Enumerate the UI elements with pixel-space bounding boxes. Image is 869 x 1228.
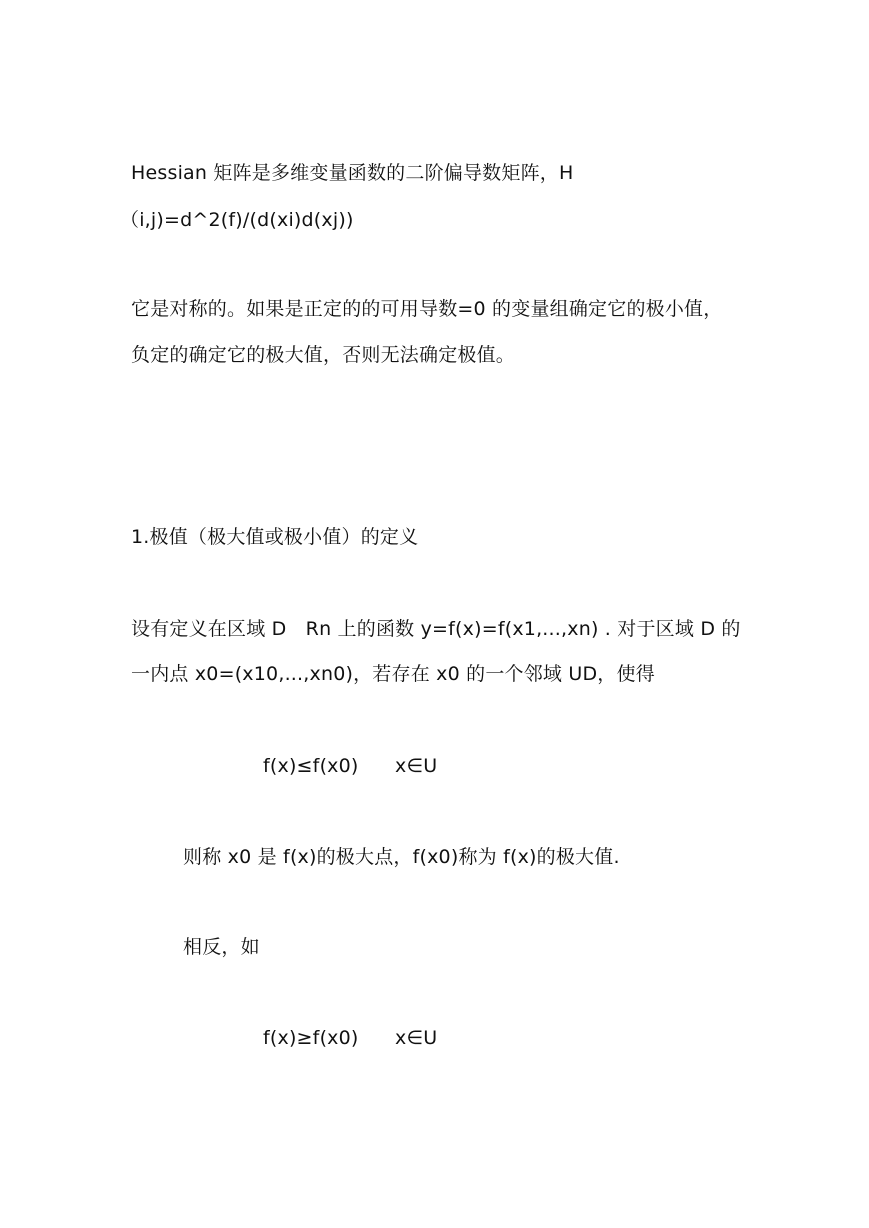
formula-maximum-condition: f(x)≤f(x0) xyxy=(263,755,359,777)
paragraph-maximum-point: 则称 x0 是 f(x)的极大点，f(x0)称为 f(x)的极大值. xyxy=(183,846,620,868)
paragraph-symmetry-line-2: 负定的确定它的极大值，否则无法确定极值。 xyxy=(131,344,516,366)
paragraph-conversely: 相反，如 xyxy=(183,936,260,958)
formula-minimum-condition: f(x)≥f(x0) xyxy=(263,1027,359,1049)
formula-maximum-neighborhood: x∈U xyxy=(395,755,438,777)
paragraph-hessian-definition-line-1: Hessian 矩阵是多维变量函数的二阶偏导数矩阵，H xyxy=(131,162,574,184)
section-heading-extremum-definition: 1.极值（极大值或极小值）的定义 xyxy=(131,526,419,548)
paragraph-hessian-definition-line-2: （i,j)=d^2(f)/(d(xi)d(xj)) xyxy=(120,209,354,231)
paragraph-domain-line-1: 设有定义在区域 D Rn 上的函数 y=f(x)=f(x1,...,xn) . 对于区域 D 的 xyxy=(131,618,741,640)
paragraph-domain-line-2: 一内点 x0=(x10,...,xn0)，若存在 x0 的一个邻域 UD，使得 xyxy=(131,663,655,685)
formula-minimum-neighborhood: x∈U xyxy=(395,1027,438,1049)
paragraph-symmetry-line-1: 它是对称的。如果是正定的的可用导数=0 的变量组确定它的极小值， xyxy=(131,298,723,320)
